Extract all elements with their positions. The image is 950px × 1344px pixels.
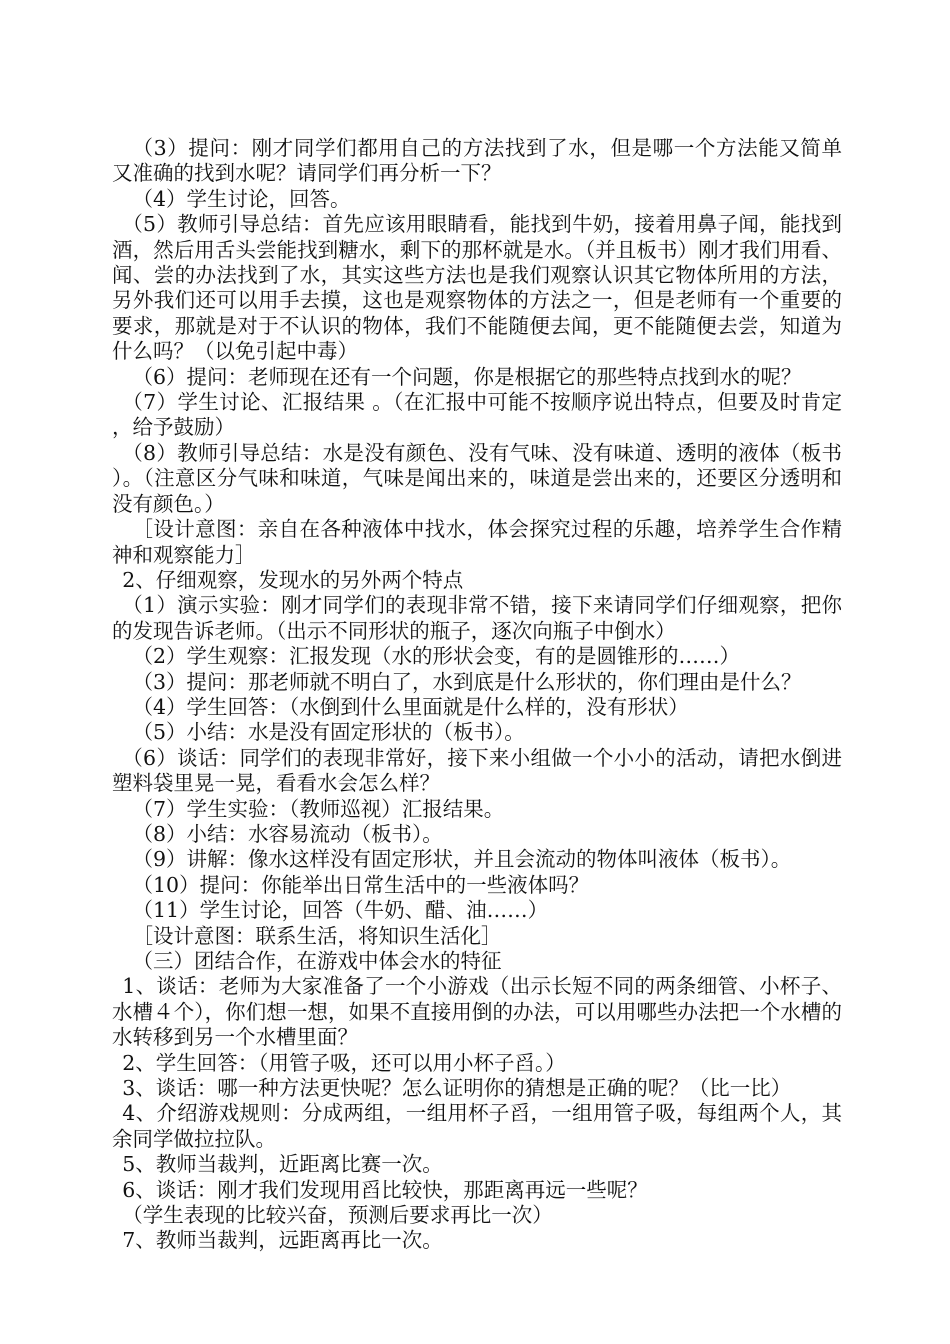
- paragraph: 1、谈话：老师为大家准备了一个小游戏（出示长短不同的两条细管、小杯子、水槽４个），你们想一想，如果不直接用倒的办法，可以用哪些办法把一个水槽的水转移到另一个水槽里面？: [112, 974, 842, 1050]
- paragraph: 3、谈话：哪一种方法更快呢？怎么证明你的猜想是正确的呢？（比一比）: [122, 1076, 792, 1101]
- paragraph: ［设计意图：亲自在各种液体中找水，体会探究过程的乐趣，培养学生合作精神和观察能力］: [112, 517, 842, 567]
- paragraph: （4）学生回答：（水倒到什么里面就是什么样的，没有形状）: [132, 694, 689, 719]
- paragraph: （2）学生观察：汇报发现（水的形状会变，有的是圆锥形的……）: [132, 644, 741, 669]
- paragraph: （4）学生讨论，回答。: [132, 186, 351, 211]
- paragraph: （9）讲解：像水这样没有固定形状，并且会流动的物体叫液体（板书）。: [132, 847, 792, 872]
- paragraph: 6、谈话：刚才我们发现用舀比较快，那距离再远一些呢？: [122, 1177, 648, 1202]
- paragraph: （7）学生讨论、汇报结果 。（在汇报中可能不按顺序说出特点，但要及时肯定，给予鼓励）: [112, 390, 842, 440]
- paragraph: 2、学生回答：（用管子吸，还可以用小杯子舀。）: [122, 1050, 566, 1075]
- section-heading: 2、仔细观察，发现水的另外两个特点: [122, 567, 464, 592]
- paragraph: 5、教师当裁判，近距离比赛一次。: [122, 1152, 443, 1177]
- paragraph: （1）演示实验：刚才同学们的表现非常不错，接下来请同学们仔细观察，把你的发现告诉老师。（出示不同形状的瓶子，逐次向瓶子中倒水）: [112, 593, 842, 643]
- paragraph: （10）提问：你能举出日常生活中的一些液体吗？: [132, 872, 590, 897]
- paragraph: 4、介绍游戏规则：分成两组，一组用杯子舀，一组用管子吸，每组两个人，其余同学做拉拉队。: [112, 1101, 842, 1151]
- paragraph: （6）谈话：同学们的表现非常好，接下来小组做一个小小的活动，请把水倒进塑料袋里晃一晃，看看水会怎么样？: [112, 745, 842, 796]
- paragraph: （6）提问：老师现在还有一个问题，你是根据它的那些特点找到水的呢？: [132, 364, 802, 389]
- paragraph: ［设计意图：联系生活，将知识生活化］: [132, 923, 502, 948]
- paragraph: （3）提问：刚才同学们都用自己的方法找到了水，但是哪一个方法能又简单又准确的找到水呢？请同学们再分析一下？: [112, 136, 842, 186]
- section-heading: （三）团结合作，在游戏中体会水的特征: [132, 949, 502, 973]
- paragraph: （8）小结：水容易流动（板书）。: [132, 821, 443, 846]
- document-body: [112, 136, 842, 1254]
- paragraph: （3）提问：那老师就不明白了，水到底是什么形状的，你们理由是什么？: [132, 669, 802, 694]
- paragraph: （11）学生讨论，回答（牛奶、醋、油……）: [132, 898, 549, 923]
- paragraph: （8）教师引导总结：水是没有颜色、没有气味、没有味道、透明的液体（板书）。（注意区分气味和味道，气味是闻出来的，味道是尝出来的，还要区分透明和没有颜色。）: [112, 440, 842, 516]
- paragraph: （7）学生实验：（教师巡视）汇报结果。: [132, 796, 505, 821]
- paragraph: （5）小结：水是没有固定形状的（板书）。: [132, 720, 525, 745]
- paragraph: （学生表现的比较兴奋，预测后要求再比一次）: [122, 1203, 553, 1228]
- paragraph: （5）教师引导总结：首先应该用眼睛看，能找到牛奶，接着用鼻子闻，能找到酒，然后用舌头尝能找到糖水，剩下的那杯就是水。（并且板书）刚才我们用看、闻、尝的办法找到了水，其实这些方法也是我们观察认识其它物体所用的方法，另外我们还可以用手去摸，这也是观察物体的方法之一，但是老师有一个重要的要求，那就是对于不认识的物体，我们不能随便去闻，更不能随便去尝，知道为什么吗？（以免引起中毒）: [112, 212, 842, 364]
- paragraph: 7、教师当裁判，远距离再比一次。: [122, 1228, 443, 1253]
